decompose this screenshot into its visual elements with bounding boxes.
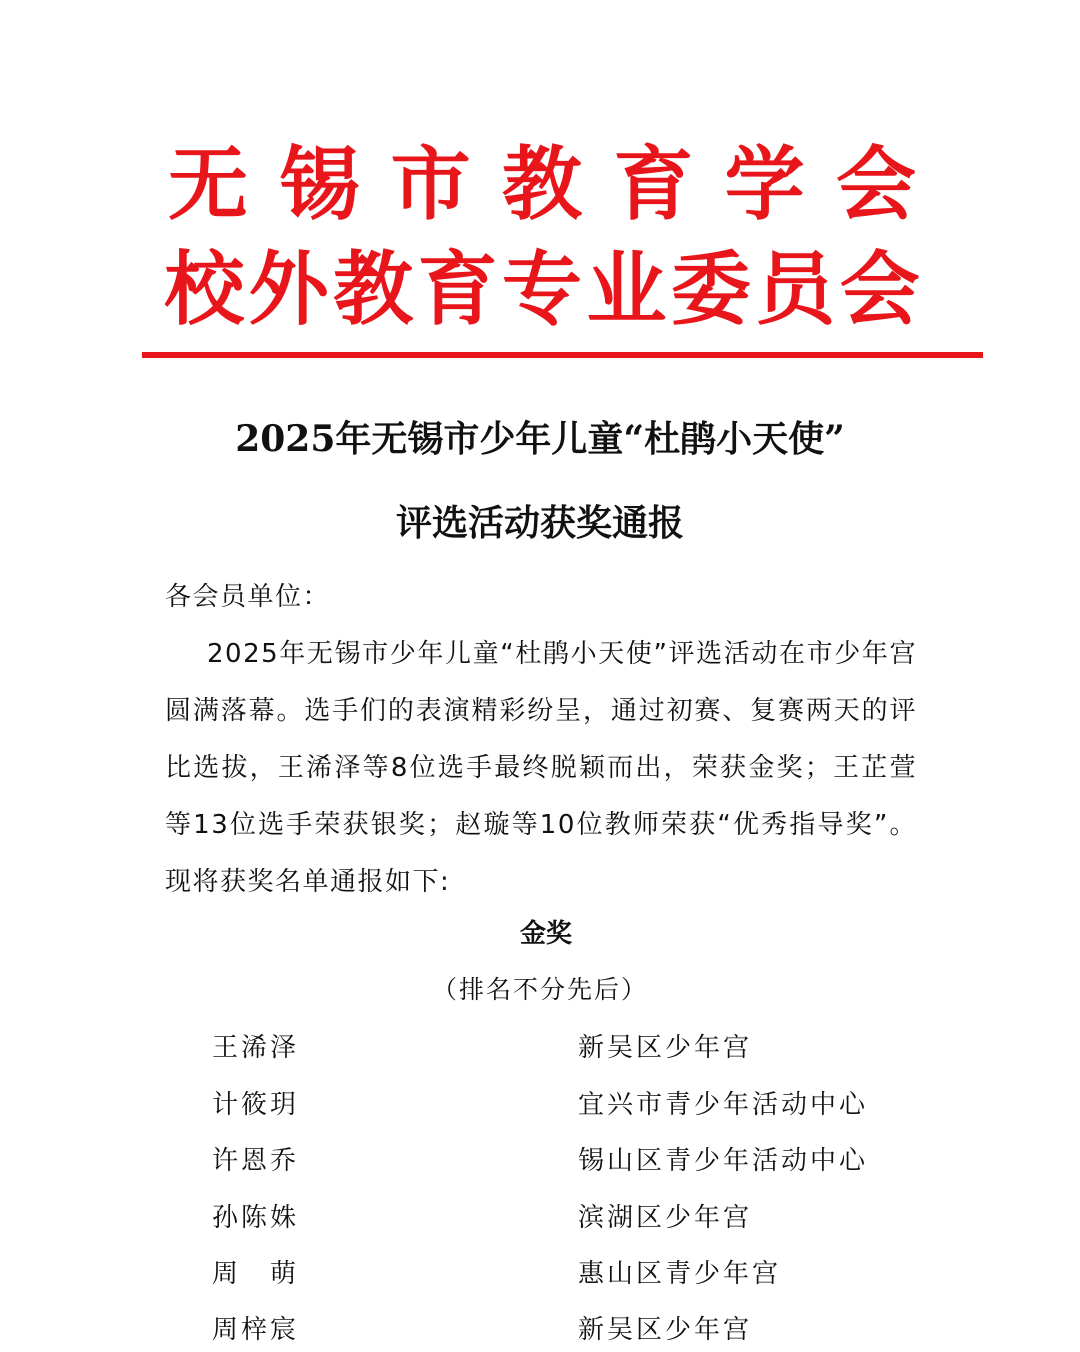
- body-paragraph: 2025年无锡市少年儿童“杜鹃小天使”评选活动在市少年宫圆满落幕。选手们的表演精彩纷呈，通过初赛、复赛两天的评比选拔，王浠泽等8位选手最终脱颖而出，荣获金奖；王芷萱等13位选手荣获银奖；赵璇等10位教师荣获“优秀指导奖”。现将获奖名单通报如下:: [165, 639, 917, 897]
- org-char: 无: [168, 137, 248, 231]
- winner-unit: 滨湖区少年宫: [578, 1203, 753, 1233]
- award-note: （排名不分先后）: [431, 975, 648, 1004]
- document-title-line-1: 2025年无锡市少年儿童“杜鹃小天使”: [235, 418, 845, 460]
- award-heading: 金奖: [519, 919, 572, 949]
- winner-name: 周梓宸: [212, 1315, 300, 1345]
- org-char: 委: [670, 242, 751, 336]
- org-char: 校: [164, 242, 245, 336]
- org-name-line-1: [162, 138, 922, 230]
- winner-name: 周 萌: [212, 1259, 300, 1289]
- winner-name: 计筱玥: [212, 1090, 300, 1120]
- org-char: 外: [248, 242, 329, 336]
- winner-unit: 新吴区少年宫: [578, 1315, 753, 1345]
- winner-unit: 新吴区少年宫: [578, 1033, 753, 1063]
- winner-row: [212, 1252, 932, 1296]
- org-char: 会: [839, 242, 920, 336]
- winner-unit: 惠山区青少年宫: [578, 1259, 782, 1289]
- org-char: 学: [724, 137, 805, 231]
- org-char: 业: [586, 242, 667, 336]
- winner-row: [212, 1196, 932, 1240]
- winner-row: [212, 1026, 932, 1070]
- winner-unit: 宜兴市青少年活动中心: [578, 1090, 869, 1120]
- org-char: 市: [390, 137, 471, 231]
- org-char: 教: [501, 137, 582, 231]
- winner-unit: 锡山区青少年活动中心: [578, 1146, 869, 1176]
- document-title-line-2: 评选活动获奖通报: [395, 502, 684, 544]
- org-char: 专: [501, 242, 582, 336]
- org-char: 会: [835, 137, 916, 231]
- header-divider: [142, 352, 983, 358]
- org-char: 育: [613, 137, 694, 231]
- winner-row: [212, 1083, 932, 1127]
- winner-name: 王浠泽: [212, 1033, 300, 1063]
- winner-row: [212, 1139, 932, 1183]
- winner-name: 许恩乔: [212, 1146, 300, 1176]
- org-char: 锡: [279, 137, 360, 231]
- winner-name: 孙陈姝: [212, 1203, 300, 1233]
- org-name-line-2: [162, 243, 922, 335]
- org-char: 教: [333, 242, 414, 336]
- winner-row: [212, 1308, 932, 1352]
- salutation: 各会员单位：: [165, 582, 331, 612]
- org-char: 育: [417, 242, 498, 336]
- org-char: 员: [755, 242, 836, 336]
